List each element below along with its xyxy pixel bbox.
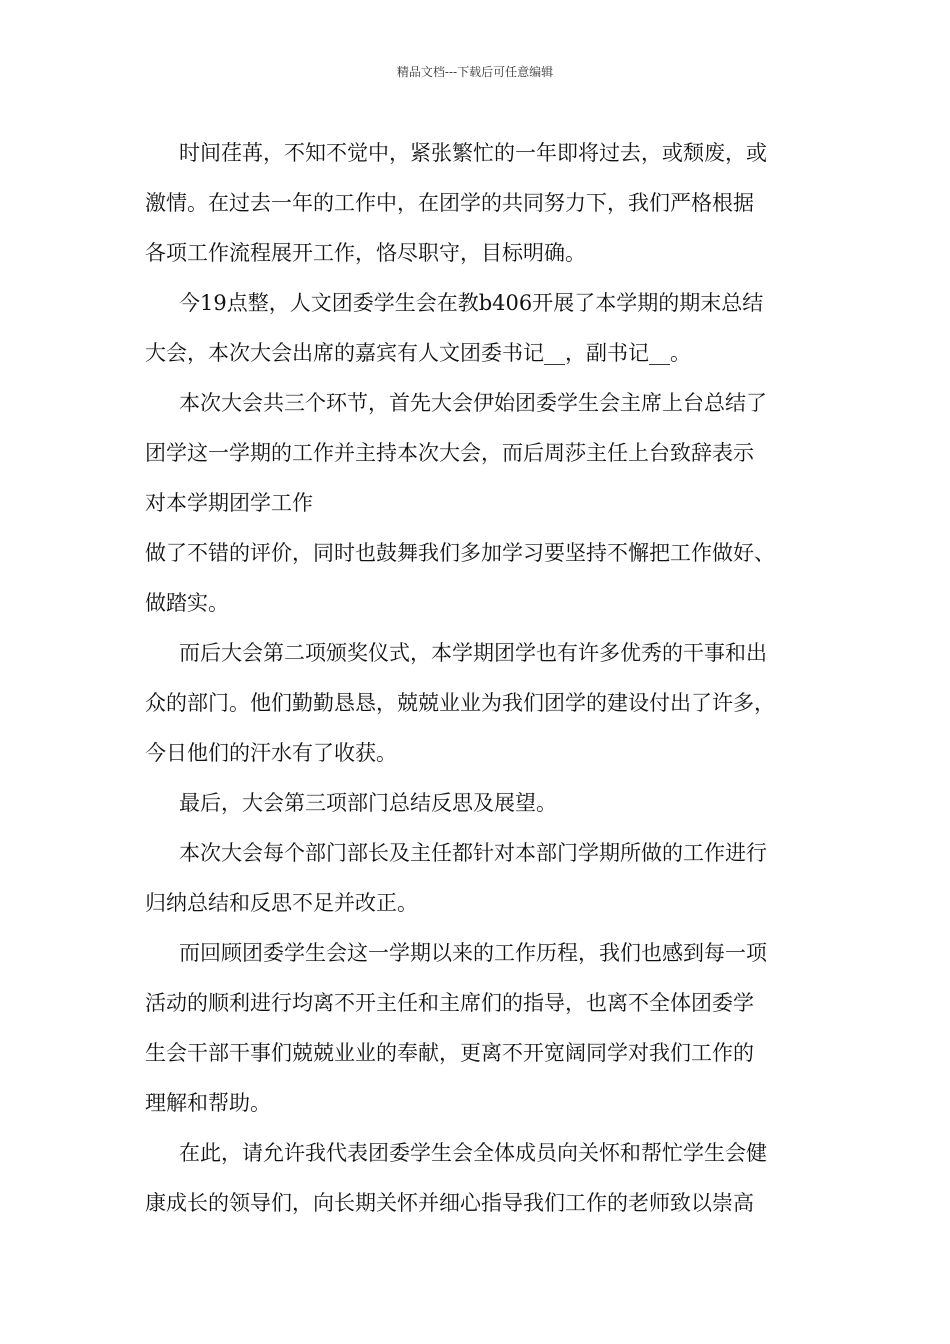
text-line: 今19点整，人文团委学生会在教b406开展了本学期的期末总结 — [179, 291, 764, 315]
text-line: 对本学期团学工作 — [145, 491, 313, 515]
document-body — [145, 128, 815, 1228]
text-line: 本次大会每个部门部长及主任都针对本部门学期所做的工作进行 — [179, 841, 767, 865]
text-line: 活动的顺利进行均离不开主任和主席们的指导，也离不全体团委学 — [145, 991, 754, 1015]
text-line: 激情。在过去一年的工作中，在团学的共同努力下，我们严格根据 — [145, 191, 754, 215]
text-line: 各项工作流程展开工作，恪尽职守，目标明确。 — [145, 241, 586, 265]
page-header: 精品文档---下载后可任意编辑 — [396, 65, 554, 79]
text-line: 做踏实。 — [145, 591, 229, 615]
text-line: 最后，大会第三项部门总结反思及展望。 — [179, 791, 557, 815]
text-line: 大会，本次大会出席的嘉宾有人文团委书记__，副书记__。 — [145, 341, 691, 365]
text-line: 众的部门。他们勤勤恳恳，兢兢业业为我们团学的建设付出了许多， — [145, 691, 775, 715]
text-line: 本次大会共三个环节，首先大会伊始团委学生会主席上台总结了 — [179, 391, 767, 415]
text-line: 团学这一学期的工作并主持本次大会，而后周莎主任上台致辞表示 — [145, 441, 754, 465]
text-line: 康成长的领导们，向长期关怀并细心指导我们工作的老师致以崇高 — [145, 1191, 754, 1215]
text-line: 而回顾团委学生会这一学期以来的工作历程，我们也感到每一项 — [179, 941, 767, 965]
text-line: 今日他们的汗水有了收获。 — [145, 741, 397, 765]
text-line: 在此，请允许我代表团委学生会全体成员向关怀和帮忙学生会健 — [179, 1141, 767, 1165]
text-line: 做了不错的评价，同时也鼓舞我们多加学习要坚持不懈把工作做好、 — [145, 541, 775, 565]
text-line: 而后大会第二项颁奖仪式，本学期团学也有许多优秀的干事和出 — [179, 641, 767, 665]
text-line: 理解和帮助。 — [145, 1091, 271, 1115]
text-line: 归纳总结和反思不足并改正。 — [145, 891, 418, 915]
text-line: 生会干部干事们兢兢业业的奉献，更离不开宽阔同学对我们工作的 — [145, 1041, 754, 1065]
text-line: 时间荏苒，不知不觉中，紧张繁忙的一年即将过去，或颓废，或 — [179, 141, 767, 165]
